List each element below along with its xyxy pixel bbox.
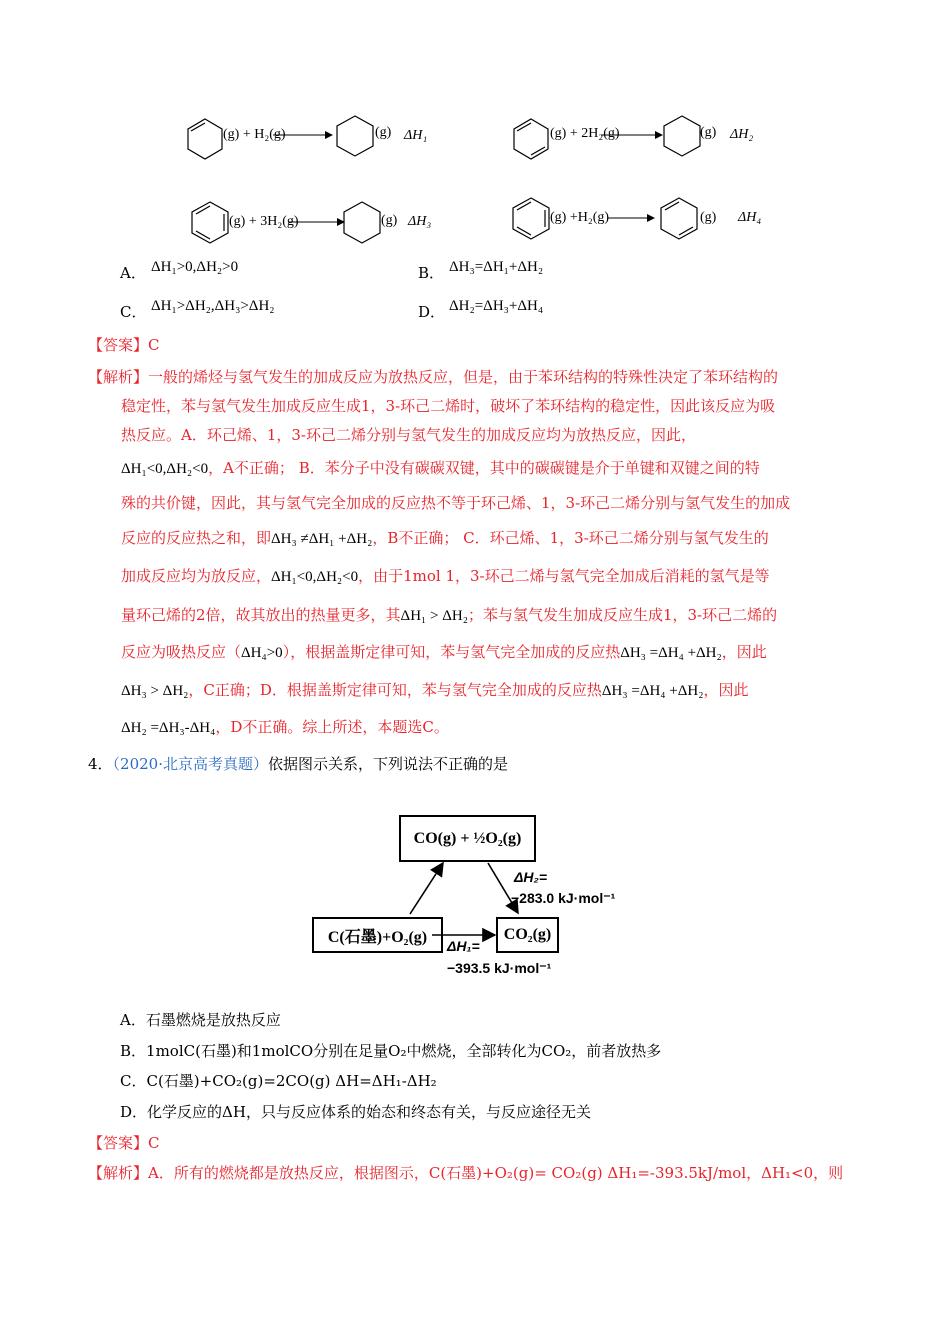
math: ΔH₁ > ΔH₂ (400, 608, 468, 624)
box-graphite-o2: C(石墨)+O₂(g) (312, 917, 443, 953)
q3-analysis-line-4 (121, 458, 760, 479)
r2-product: (g) (700, 125, 717, 140)
q3-option-c: ΔH₁>ΔH₂,ΔH₃>ΔH₂ (151, 298, 275, 314)
cyclohexadiene-product (661, 198, 697, 239)
q3-answer (88, 335, 160, 355)
cyclohexane-product-3 (344, 202, 380, 243)
analysis-text: ，B不正确； C．环己烯、1，3-环己二烯分别与氢气发生的 (372, 529, 769, 547)
benzene-reactant-2 (513, 198, 549, 239)
q3-analysis-line-8 (121, 605, 777, 626)
r2-dh: ΔH₂ (730, 127, 754, 142)
reaction-drawings (0, 100, 950, 260)
box-co-o2: CO(g) + ½O₂(g) (399, 815, 536, 862)
answer-tag: 【答案】 (88, 336, 149, 354)
math: ΔH₃ > ΔH₂ (121, 683, 189, 699)
analysis-text: 量环己烯的2倍，故其放出的热量更多，其 (121, 606, 401, 624)
r4-mid: (g) +H₂(g) (550, 210, 610, 225)
analysis-text: ；苯与氢气发生加成反应生成1，3-环己二烯的 (467, 606, 778, 624)
dh2-value: −283.0 kJ·mol⁻¹ (511, 890, 616, 906)
analysis-text: ，A不正确； B．苯分子中没有碳碳双键，其中的碳碳键是介于单键和双键之间的特 (208, 459, 760, 477)
math: ΔH₃ =ΔH₄ +ΔH₂ (620, 645, 722, 661)
q4-option-c: C．C(石墨)+CO₂(g)=2CO(g) ΔH=ΔH₁-ΔH₂ (120, 1072, 437, 1090)
q3-analysis-line-1 (88, 367, 778, 387)
r1-mid: (g) + H₂(g) (223, 127, 286, 142)
r2-mid: (g) + 2H₂(g) (550, 126, 620, 141)
question-number: 4． (88, 755, 113, 773)
r1-dh: ΔH₁ (404, 128, 428, 143)
analysis-text: ），根据盖斯定律可知，苯与氢气完全加成的反应热 (282, 643, 621, 661)
q4-option-a: A．石墨燃烧是放热反应 (120, 1011, 281, 1029)
cyclohexadiene-reactant (514, 119, 548, 159)
q4-analysis (88, 1163, 843, 1183)
q3-analysis-line-11 (121, 717, 449, 738)
q3-analysis-line-10 (121, 680, 748, 701)
math: ΔH₁<0,ΔH₂<0 (271, 569, 359, 585)
analysis-text: ，D不正确。综上所述，本题选C。 (215, 718, 449, 736)
answer-tag: 【答案】 (88, 1134, 149, 1152)
analysis-tag: 【解析】 (88, 1164, 149, 1182)
dh1-label: ΔH₁= (447, 938, 480, 954)
r4-product: (g) (700, 210, 717, 225)
benzene-reactant-1 (192, 202, 228, 243)
box-co2: CO₂(g) (496, 917, 559, 953)
q4-option-b: B．1molC(石墨)和1molCO分别在足量O₂中燃烧，全部转化为CO₂，前者放热多 (120, 1042, 662, 1060)
math: ΔH₃ =ΔH₄ +ΔH₂ (601, 683, 704, 699)
q3-option-b: ΔH₃=ΔH₁+ΔH₂ (449, 259, 544, 275)
analysis-text: ，因此 (721, 643, 767, 661)
q3-option-a-key: A． (120, 264, 146, 282)
q3-option-c-key: C． (120, 303, 147, 321)
analysis-text: ，C正确；D．根据盖斯定律可知，苯与氢气完全加成的反应热 (188, 681, 602, 699)
r4-dh: ΔH₄ (738, 210, 762, 225)
q3-option-b-key: B． (418, 264, 445, 282)
r3-mid: (g) + 3H₂(g) (229, 214, 299, 229)
analysis-text: 反应的反应热之和，即 (121, 529, 272, 547)
math: ΔH₃ ≠ΔH₁ +ΔH₂ (271, 531, 373, 547)
answer-value: C (148, 1134, 160, 1152)
dh2-label: ΔH₂= (514, 869, 548, 885)
r3-dh: ΔH₃ (408, 214, 432, 229)
q3-analysis-line-6 (121, 528, 769, 549)
q3-option-d: ΔH₂=ΔH₃+ΔH₄ (449, 298, 544, 314)
q4-answer (88, 1133, 160, 1153)
q3-analysis-line-7 (121, 566, 770, 587)
answer-value: C (148, 336, 160, 354)
analysis-text: 加成反应均为放反应， (121, 567, 272, 585)
cyclohexene-reactant (188, 119, 222, 159)
analysis-text: ，因此 (703, 681, 749, 699)
r3-product: (g) (381, 213, 398, 228)
question-source: （2020·北京高考真题） (112, 755, 268, 773)
q3-analysis-line-2: 稳定性，苯与氢气发生加成反应生成1，3-环己二烯时，破坏了苯环结构的稳定性，因此该反应为吸 (121, 397, 776, 415)
q3-option-a: ΔH₁>0,ΔH₂>0 (151, 259, 239, 275)
q3-analysis-line-9 (121, 642, 767, 663)
math: ΔH₄>0 (241, 645, 283, 661)
dh1-value: −393.5 kJ·mol⁻¹ (447, 960, 552, 976)
analysis-text: ，由于1mol 1，3-环己二烯与氢气完全加成后消耗的氢气是等 (358, 567, 770, 585)
analysis-text: 反应为吸热反应（ (121, 643, 242, 661)
math: ΔH₁<0,ΔH₂<0 (121, 461, 209, 477)
q4-stem (88, 754, 508, 774)
r1-product: (g) (375, 125, 392, 140)
analysis-text: 一般的烯烃与氢气发生的加成反应为放热反应，但是，由于苯环结构的特殊性决定了苯环结构的 (148, 368, 779, 386)
question-text: 依据图示关系，下列说法不正确的是 (268, 755, 509, 773)
analysis-text: A．所有的燃烧都是放热反应，根据图示，C(石墨)+O₂(g)= CO₂(g) ΔH₁=-393.5kJ/mol，ΔH₁<0，则 (148, 1164, 844, 1182)
q4-option-d: D．化学反应的ΔH，只与反应体系的始态和终态有关，与反应途径无关 (120, 1103, 591, 1121)
analysis-tag: 【解析】 (88, 368, 149, 386)
cyclohexane-product-1 (337, 116, 373, 156)
q3-analysis-line-5: 殊的共价键，因此，其与氢气完全加成的反应热不等于环己烯、1，3-环己二烯分别与氢气发生的加成 (121, 494, 791, 512)
q3-option-d-key: D． (418, 303, 446, 321)
cyclohexane-product-2 (664, 116, 700, 156)
math: ΔH₂ =ΔH₃-ΔH₄ (121, 720, 216, 736)
q3-analysis-line-3: 热反应。A．环己烯、1，3-环己二烯分别与氢气发生的加成反应均为放热反应，因此， (121, 426, 696, 444)
